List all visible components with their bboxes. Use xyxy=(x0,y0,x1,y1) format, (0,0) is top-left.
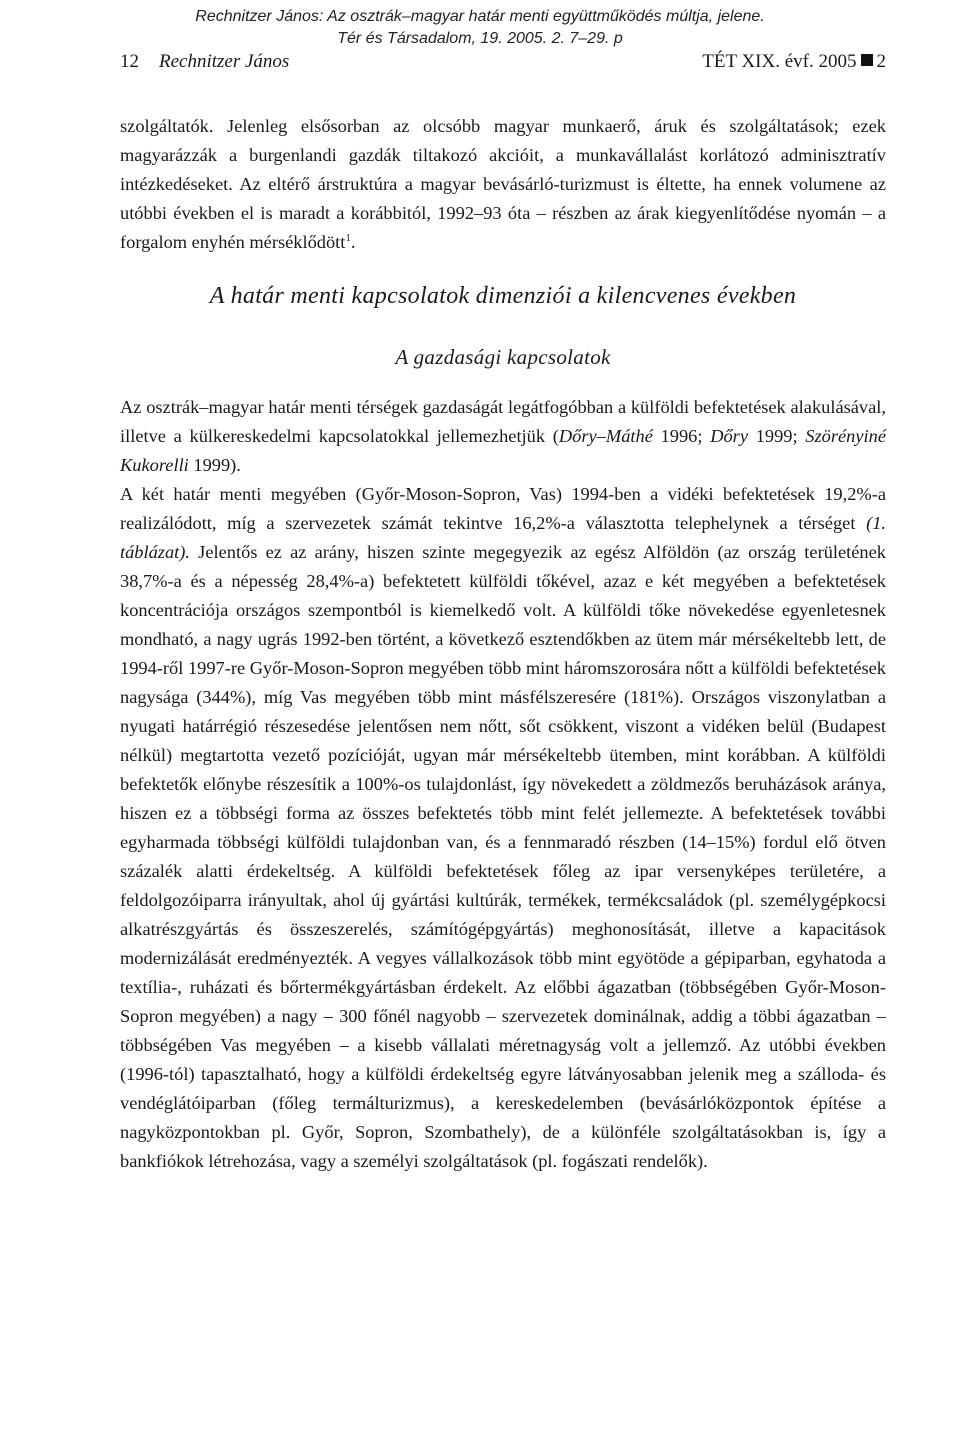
running-head-right xyxy=(702,49,886,75)
page-number: 12 xyxy=(120,51,139,72)
paragraph-1-end: . xyxy=(350,232,356,252)
table-reference: (1. táblázat). xyxy=(120,513,886,562)
paragraph-2-text-d: 1999). xyxy=(188,455,241,475)
citation-line-1: Rechnitzer János: Az osztrák–magyar határ menti együttműködés múltja, jelene. xyxy=(195,8,765,25)
reference-1: Dőry–Máthé xyxy=(558,426,653,446)
article-body xyxy=(120,112,886,1176)
footnote-marker: 1 xyxy=(345,231,351,244)
paragraph-2-text-c: 1999; xyxy=(747,426,806,446)
paragraph-3-text-a: A két határ menti megyében (Győr-Moson-Sopron, Vas) 1994-ben a vidéki befektetések 19,2%-a realizálódott, míg a szervezetek számát tekintve 16,2%-a választotta telephelynek a térséget xyxy=(120,484,886,533)
reference-3: Szörényiné Kukorelli xyxy=(120,426,886,475)
paragraph-2-text-a: Az osztrák–magyar határ menti térségek gazdaságát legátfogóbban a külföldi befektetések alakulásával, illetve a külkereskedelmi kapcsolatokkal jellemezhetjük ( xyxy=(120,397,886,446)
paragraph-1-text: szolgáltatók. Jelenleg elsősorban az olcsóbb magyar munkaerő, áruk és szolgáltatások; ezek magyarázzák a burgenlandi gazdák tiltakozó akcióit, a munkavállalást korlátozó adminisztratív intézkedéseket. Az eltérő árstruktúra a magyar bevásárló-turizmust is éltette, ha ennek volumene az utóbbi években el is maradt a korábbitól, 1992–93 óta – részben az árak kiegyenlítődése nyomán – a forgalom enyhén mérséklődött xyxy=(120,116,886,252)
running-head xyxy=(120,49,886,75)
paragraph-2-text-b: 1996; xyxy=(652,426,711,446)
citation-header xyxy=(0,6,960,50)
section-title: A határ menti kapcsolatok dimenziói a kilencvenes években xyxy=(209,283,797,309)
running-head-author: Rechnitzer János xyxy=(159,51,290,72)
paragraph-2 xyxy=(120,393,886,480)
paragraph-3 xyxy=(120,480,886,1176)
square-icon xyxy=(861,54,873,66)
reference-2: Dőry xyxy=(710,426,748,446)
paragraph-3-text-b: Jelentős ez az arány, hiszen szinte megegyezik az egész Alföldön (az ország területének 38,7%-a és a népesség 28,4%-a) befektetett külföldi tőkével, azaz e két megyében a befektetések koncentrációja országos szempontból is kiemelkedő volt. A külföldi tőke növekedése egyenletesnek mondható, a nagy ugrás 1992-ben történt, a következő esztendőkben az ütem már mérsékeltebb lett, de 1994-ről 1997-re Győr-Moson-Sopron megyében több mint háromszorosára nőtt a külföldi befektetések nagysága (344%), míg Vas megyében több mint másfélszeresére (181%). Országos viszonylatban a nyugati határrégió részesedése jelentősen nem nőtt, sőt csökkent, viszont a vidéken belül (Budapest nélkül) megtartotta vezető pozícióját, ugyan már mérsékeltebb ütemben, mint korábban. A külföldi befektetők előnybe részesítik a 100%-os tulajdonlást, így növekedett a zöldmezős beruházások aránya, hiszen ez a többségi forma az összes befektetés több mint felét jellemezte. A befektetések további egyharmada többségi külföldi tulajdonban van, és a fennmaradó részben (14–15%) fordul elő ötven százalék alatti érdekeltség. A külföldi befektetések főleg az ipar versenyképes területére, a feldolgozóiparra irányultak, ahol új gyártási kultúrák, termékek, termékcsaládok (pl. személygépkocsi alkatrészgyártás és összeszerelés, számítógépgyártás) meghonosítását, illetve a kapacitások modernizálását eredményezték. A vegyes vállalkozások több mint egyötöde a gépiparban, egyhatoda a textília-, ruházati és bőrtermékgyártásban érdekelt. Az előbbi ágazatban (többségében Győr-Moson-Sopron megyében) a nagy – 300 főnél nagyobb – szervezetek dominálnak, addig a többi ágazatban – többségében Vas megyében – a kisebb vállalati méretnagyság volt a jellemző. Az utóbbi években (1996-tól) tapasztalható, hogy a külföldi érdekeltség egyre látványosabban jelenik meg a szálloda- és vendéglátóiparban (főleg termálturizmus), a kereskedelemben (bevásárlóközpontok építése a nagyközpontokban pl. Győr, Sopron, Szombathely), de a különféle szolgáltatásokban is, így a bankfiókok létrehozása, vagy a személyi szolgáltatások (pl. fogászati rendelők). xyxy=(120,542,886,1171)
subsection-title: A gazdasági kapcsolatok xyxy=(395,345,611,369)
citation-line-2: Tér és Társadalom, 19. 2005. 2. 7–29. p xyxy=(337,30,623,47)
paragraph-1 xyxy=(120,112,886,257)
running-head-left xyxy=(120,49,289,75)
issue-number: 2 xyxy=(876,51,886,72)
journal-label: TÉT XIX. évf. 2005 xyxy=(702,51,857,72)
